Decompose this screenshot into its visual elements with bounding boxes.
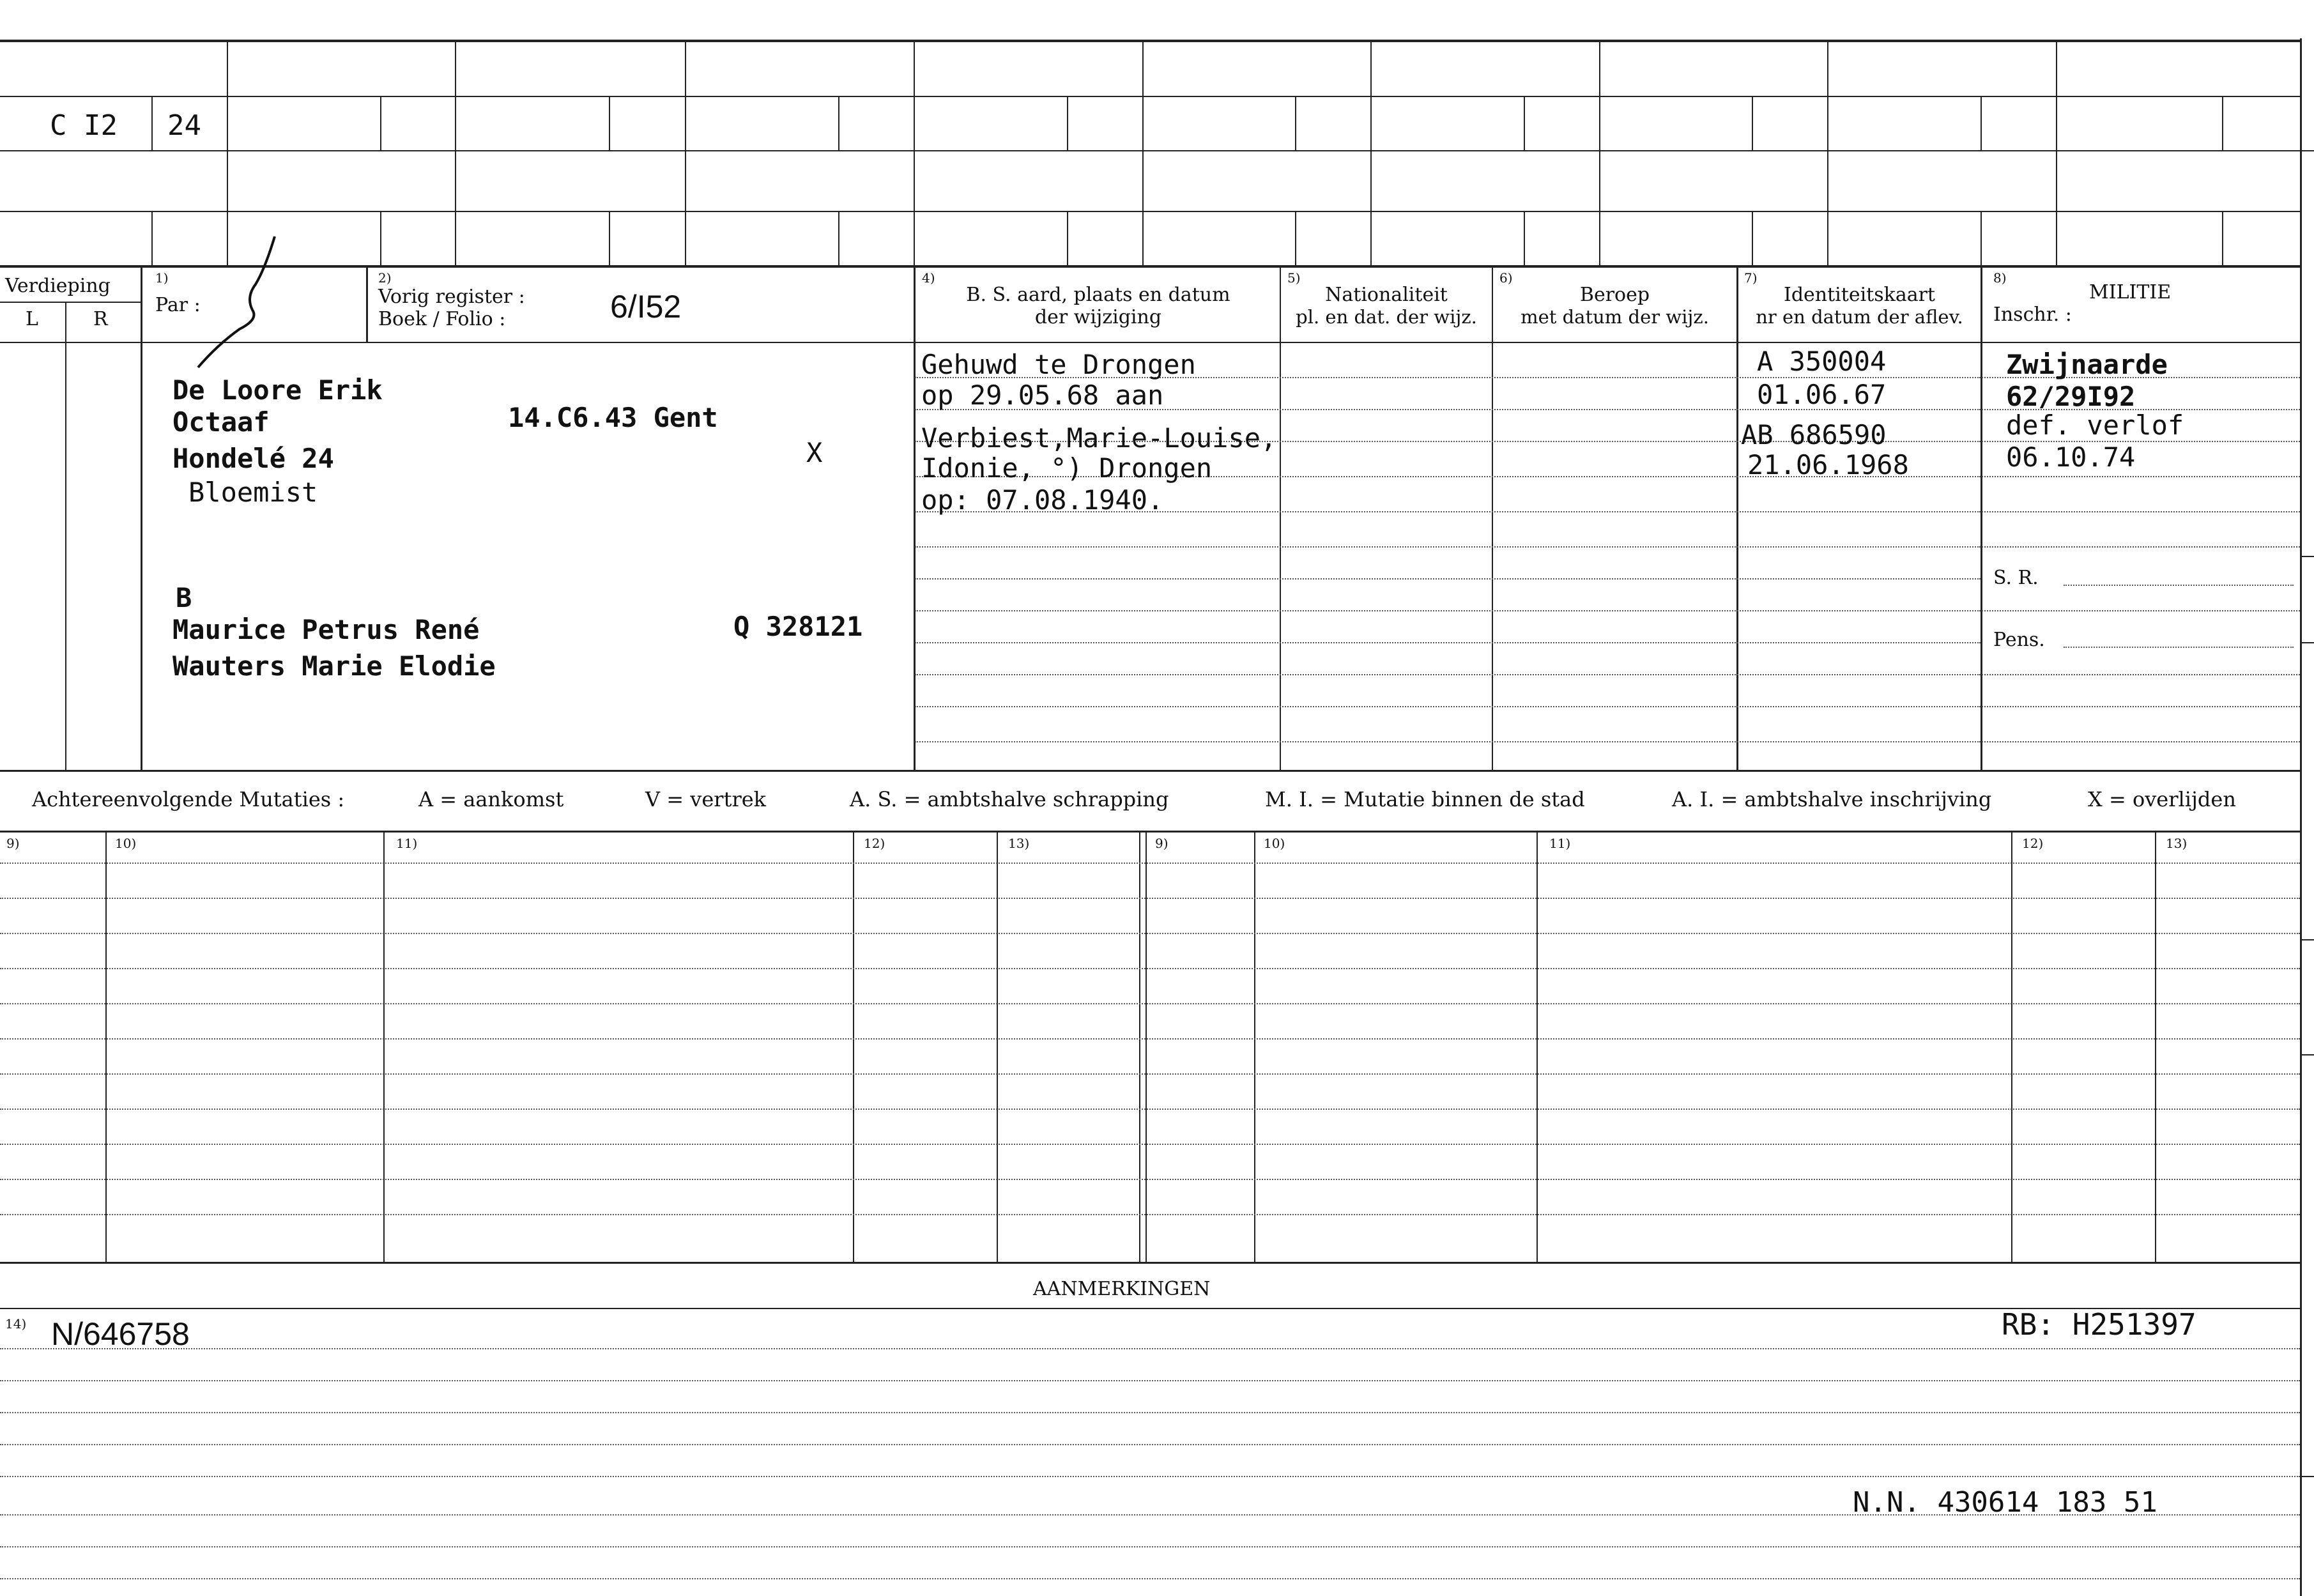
parents-id: Q 328121 (733, 611, 863, 642)
person-given-name: Octaaf (172, 406, 270, 438)
bs-number: 4) (922, 270, 935, 286)
beroep-number: 6) (1499, 270, 1513, 286)
mutation-col-12: 12) (864, 836, 885, 851)
boek-folio-label: Boek / Folio : (378, 308, 506, 330)
militie-entry-4: 06.10.74 (2006, 441, 2136, 473)
vorig-register-label: Vorig register : (378, 286, 525, 308)
mother-name: Wauters Marie Elodie (172, 650, 496, 682)
nat-header-line2: pl. en dat. der wijz. (1296, 306, 1477, 328)
legend-v: V = vertrek (645, 787, 767, 811)
mutation-col-9b: 9) (1155, 836, 1168, 851)
beroep-header-line1: Beroep (1579, 284, 1650, 306)
legend-as: A. S. = ambtshalve schrapping (850, 787, 1169, 811)
bs-entry-2: op 29.05.68 aan (921, 380, 1164, 411)
legend-ai: A. I. = ambtshalve inschrijving (1672, 787, 1992, 811)
id-entry-3: AB 686590 (1741, 419, 1887, 450)
militie-number: 8) (1993, 270, 2007, 286)
remarks-nn: N.N. 430614 183 51 (1853, 1486, 2157, 1519)
person-name: De Loore Erik (172, 374, 383, 406)
legend-title: Achtereenvolgende Mutaties : (32, 787, 345, 811)
sr-label: S. R. (1993, 567, 2039, 589)
person-address: Hondelé 24 (172, 443, 334, 474)
mutation-col-9: 9) (6, 836, 20, 851)
bs-entry-4: Idonie, °) Drongen (921, 452, 1213, 484)
bs-entry-3: Verbiest,Marie-Louise, (921, 422, 1277, 454)
id-number: 7) (1744, 270, 1758, 286)
militie-entry-3: def. verlof (2006, 410, 2184, 441)
legend-x: X = overlijden (2088, 787, 2236, 811)
person-birth: 14.C6.43 Gent (508, 402, 718, 433)
legend-mi: M. I. = Mutatie binnen de stad (1265, 787, 1585, 811)
mutation-col-10b: 10) (1264, 836, 1285, 851)
vorig-number: 2) (378, 270, 392, 286)
person-mark: X (806, 437, 823, 468)
legend-a: A = aankomst (418, 787, 564, 811)
bs-header-line2: der wijziging (1034, 306, 1162, 328)
remarks-rb: RB: H251397 (2002, 1307, 2196, 1342)
handwritten-stroke (185, 236, 287, 371)
mutation-col-13: 13) (1008, 836, 1030, 851)
mutation-col-11b: 11) (1549, 836, 1571, 851)
remarks-ref: N/646758 (51, 1316, 190, 1352)
id-header-line2: nr en datum der aflev. (1756, 306, 1963, 328)
boek-folio-value: 6/I52 (610, 289, 682, 325)
beroep-header-line2: met datum der wijz. (1521, 306, 1709, 328)
par-label: Par : (155, 294, 201, 316)
inschr-label: Inschr. : (1993, 303, 2072, 326)
mutation-col-11: 11) (396, 836, 418, 851)
par-number: 1) (155, 270, 169, 286)
id-entry-2: 01.06.67 (1757, 379, 1887, 410)
militie-entry-1: Zwijnaarde (2006, 349, 2168, 380)
card-number: 24 (167, 109, 201, 142)
remarks-number: 14) (5, 1316, 27, 1331)
pens-label: Pens. (1993, 629, 2045, 651)
militie-header: MILITIE (2089, 281, 2172, 303)
mutation-col-13b: 13) (2166, 836, 2188, 851)
mutation-col-10: 10) (115, 836, 137, 851)
id-entry-4: 21.06.1968 (1747, 449, 1909, 480)
nat-header-line1: Nationaliteit (1325, 284, 1448, 306)
bs-entry-1: Gehuwd te Drongen (921, 349, 1196, 380)
remarks-title: AANMERKINGEN (1033, 1278, 1211, 1300)
id-header-line1: Identiteitskaart (1784, 284, 1935, 306)
verdieping-label: Verdieping (5, 275, 111, 297)
verdieping-l-label: L (26, 308, 38, 330)
verdieping-r-label: R (93, 308, 108, 330)
nat-number: 5) (1287, 270, 1301, 286)
father-name: Maurice Petrus René (172, 614, 480, 645)
mutation-col-12b: 12) (2022, 836, 2044, 851)
bs-entry-5: op: 07.08.1940. (921, 484, 1164, 516)
id-entry-1: A 350004 (1757, 346, 1887, 377)
militie-entry-2: 62/29I92 (2006, 381, 2136, 412)
person-occupation: Bloemist (188, 477, 318, 508)
card-code: C I2 (50, 109, 118, 142)
parents-code: B (176, 582, 192, 613)
bs-header-line1: B. S. aard, plaats en datum (966, 284, 1230, 306)
